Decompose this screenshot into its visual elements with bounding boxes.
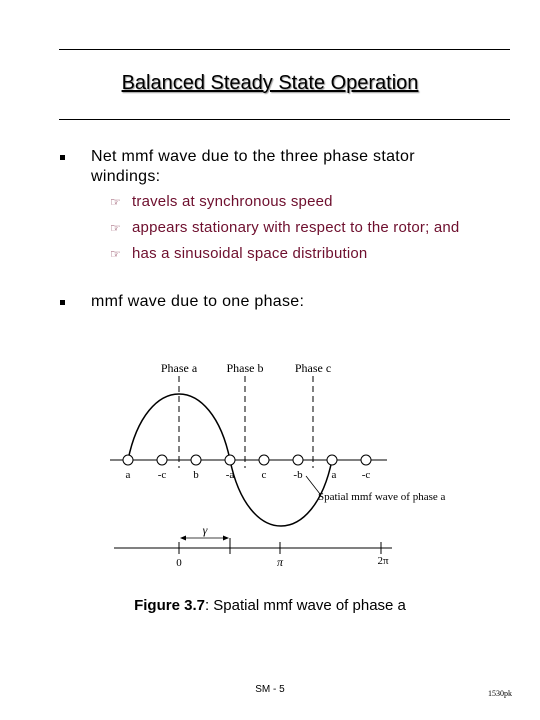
conductor-circle	[327, 455, 337, 465]
bullet-1-line-2: windings:	[91, 168, 161, 185]
subitem-2	[110, 219, 459, 236]
conductor-label: -c	[361, 469, 371, 481]
corner-note: 1530pk	[488, 689, 512, 698]
pointing-hand-icon: ☞	[110, 195, 121, 209]
pointing-hand-icon: ☞	[110, 221, 121, 235]
subitem-3	[110, 245, 367, 262]
conductor-circle	[225, 455, 235, 465]
subitem-2-text: appears stationary with respect to the rotor; and	[132, 219, 460, 236]
page-title: Balanced Steady State Operation	[121, 72, 419, 94]
title-underline-rule	[59, 119, 510, 120]
conductor-label: a	[125, 469, 131, 481]
top-rule	[59, 49, 510, 50]
caption-figure-number: Figure 3.7	[134, 597, 205, 614]
figure-caption	[0, 597, 540, 614]
slide-footer: SM - 5	[255, 684, 285, 695]
conductor-label: c	[261, 469, 267, 481]
conductor-label: b	[193, 469, 199, 481]
tick-label-two-pi: 2π	[377, 555, 389, 567]
subitem-3-text: has a sinusoidal space distribution	[132, 245, 368, 262]
bullet-marker-1	[60, 155, 65, 160]
conductor-label: -c	[157, 469, 167, 481]
subitem-1-text: travels at synchronous speed	[132, 193, 333, 210]
conductor-circle	[157, 455, 167, 465]
gamma-arrow-right	[223, 536, 229, 541]
conductor-label: -b	[293, 469, 303, 481]
conductor-label: a	[331, 469, 337, 481]
bullet-2-text: mmf wave due to one phase:	[91, 293, 305, 310]
gamma-arrow-left	[180, 536, 186, 541]
pointing-hand-icon: ☞	[110, 247, 121, 261]
phase-b-label: Phase b	[226, 361, 264, 375]
mmf-wave-figure	[0, 352, 540, 592]
conductor-label: -a	[225, 469, 235, 481]
bullet-marker-2	[60, 300, 65, 305]
conductor-circle	[191, 455, 201, 465]
wave-label: Spatial mmf wave of phase a	[318, 491, 446, 503]
subitem-1	[110, 193, 333, 210]
tick-label-zero: 0	[176, 557, 182, 569]
tick-label-pi: π	[276, 555, 284, 569]
caption-text: : Spatial mmf wave of phase a	[204, 597, 406, 614]
conductor-circle	[361, 455, 371, 465]
conductor-circle	[123, 455, 133, 465]
phase-c-label: Phase c	[294, 361, 332, 375]
bullet-1-text	[91, 147, 415, 187]
phase-a-label: Phase a	[160, 361, 198, 375]
conductor-circle	[293, 455, 303, 465]
bullet-1-line-1: Net mmf wave due to the three phase stator	[91, 148, 415, 165]
gamma-label: γ	[202, 523, 208, 537]
conductor-circle	[259, 455, 269, 465]
